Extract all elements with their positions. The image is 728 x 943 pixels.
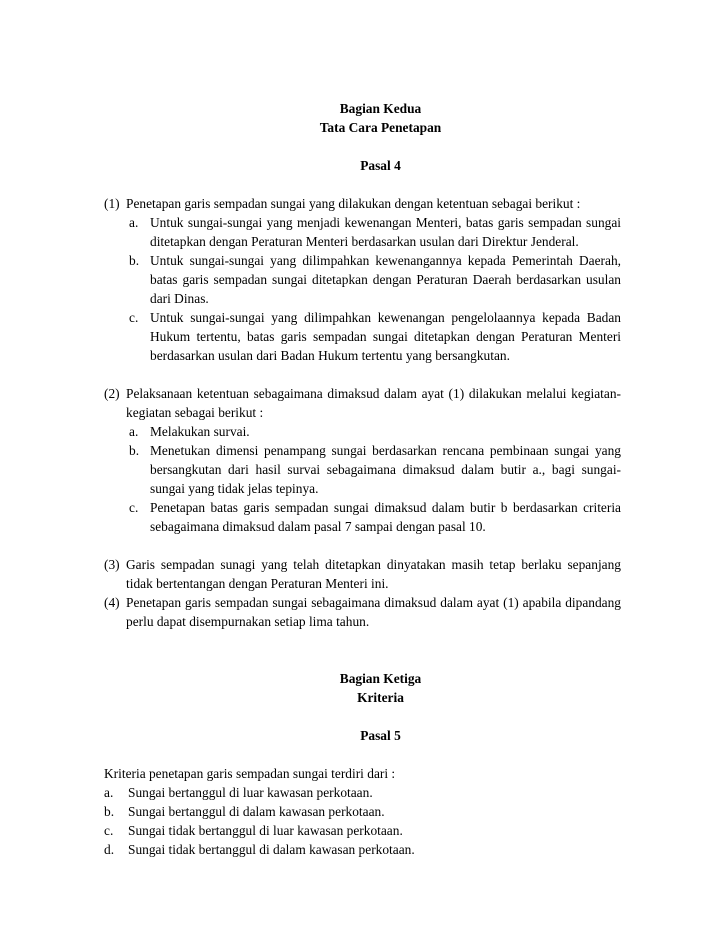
paragraph-item [104, 593, 621, 631]
section-heading: Bagian Kedua [339, 101, 422, 116]
section-heading: Bagian Ketiga [339, 671, 422, 686]
sub-item [104, 308, 621, 365]
sub-letter: a. [129, 215, 139, 230]
sub-item [104, 251, 621, 308]
paragraph-item [104, 194, 621, 213]
list-item [104, 802, 621, 821]
paragraph-text: Pelaksanaan ketentuan sebagaimana dimaksud dalam ayat (1) dilakukan melalui kegiatan-kegiatan sebagai berikut : [126, 386, 621, 420]
paragraph-number: (1) [104, 196, 120, 211]
list-text: Sungai tidak bertanggul di luar kawasan perkotaan. [128, 823, 403, 838]
paragraph-number: (3) [104, 557, 120, 572]
paragraph-text: Penetapan garis sempadan sungai sebagaimana dimaksud dalam ayat (1) apabila dipandang perlu dapat disempurnakan setiap lima tahun. [126, 595, 621, 629]
sub-text: Untuk sungai-sungai yang menjadi kewenangan Menteri, batas garis sempadan sungai ditetapkan dengan Peraturan Menteri berdasarkan usulan dari Direktur Jenderal. [150, 215, 621, 249]
sub-letter: b. [129, 443, 140, 458]
list-letter: c. [104, 823, 114, 838]
sub-text: Menetukan dimensi penampang sungai berdasarkan rencana pembinaan sungai yang bersangkutan dari hasil survai sebagaimana dimaksud dalam butir a., bagi sungai-sungai yang tidak jelas tepinya. [150, 443, 621, 496]
sub-item [104, 441, 621, 498]
paragraph-number: (2) [104, 386, 120, 401]
sub-item [104, 422, 621, 441]
paragraph-item [104, 555, 621, 593]
article-title: Pasal 4 [360, 158, 401, 173]
sub-text: Melakukan survai. [150, 424, 250, 439]
article-title: Pasal 5 [360, 728, 401, 743]
section-subheading: Tata Cara Penetapan [319, 120, 442, 135]
paragraph-text: Penetapan garis sempadan sungai yang dilakukan dengan ketentuan sebagai berikut : [126, 196, 581, 211]
list-text: Sungai tidak bertanggul di dalam kawasan perkotaan. [128, 842, 415, 857]
list-item [104, 821, 621, 840]
list-letter: b. [104, 804, 115, 819]
list-letter: d. [104, 842, 115, 857]
list-text: Sungai bertanggul di luar kawasan perkotaan. [128, 785, 373, 800]
sub-letter: c. [129, 310, 139, 325]
list-item [104, 840, 621, 859]
sub-text: Untuk sungai-sungai yang dilimpahkan kewenangannya kepada Pemerintah Daerah, batas garis sempadan sungai ditetapkan dengan Peraturan Daerah berdasarkan usulan dari Dinas. [150, 253, 621, 306]
paragraph-text: Garis sempadan sunagi yang telah ditetapkan dinyatakan masih tetap berlaku sepanjang tidak bertentangan dengan Peraturan Menteri ini. [126, 557, 621, 591]
paragraph-number: (4) [104, 595, 120, 610]
paragraph-item [104, 384, 621, 422]
list-item [104, 783, 621, 802]
sub-letter: b. [129, 253, 140, 268]
document-page [104, 99, 621, 859]
sub-text: Untuk sungai-sungai yang dilimpahkan kewenangan pengelolaannya kepada Badan Hukum tertentu, batas garis sempadan sungai ditetapkan dengan Peraturan Menteri berdasarkan usulan dari Badan Hukum tertentu yang bersangkutan. [150, 310, 621, 363]
list-letter: a. [104, 785, 114, 800]
sub-text: Penetapan batas garis sempadan sungai dimaksud dalam butir b berdasarkan criteria sebagaimana dimaksud dalam pasal 7 sampai dengan pasal 10. [150, 500, 621, 534]
list-intro: Kriteria penetapan garis sempadan sungai terdiri dari : [104, 766, 396, 781]
sub-item [104, 498, 621, 536]
section-subheading: Kriteria [357, 690, 404, 705]
list-text: Sungai bertanggul di dalam kawasan perkotaan. [128, 804, 385, 819]
sub-letter: c. [129, 500, 139, 515]
sub-item [104, 213, 621, 251]
sub-letter: a. [129, 424, 139, 439]
